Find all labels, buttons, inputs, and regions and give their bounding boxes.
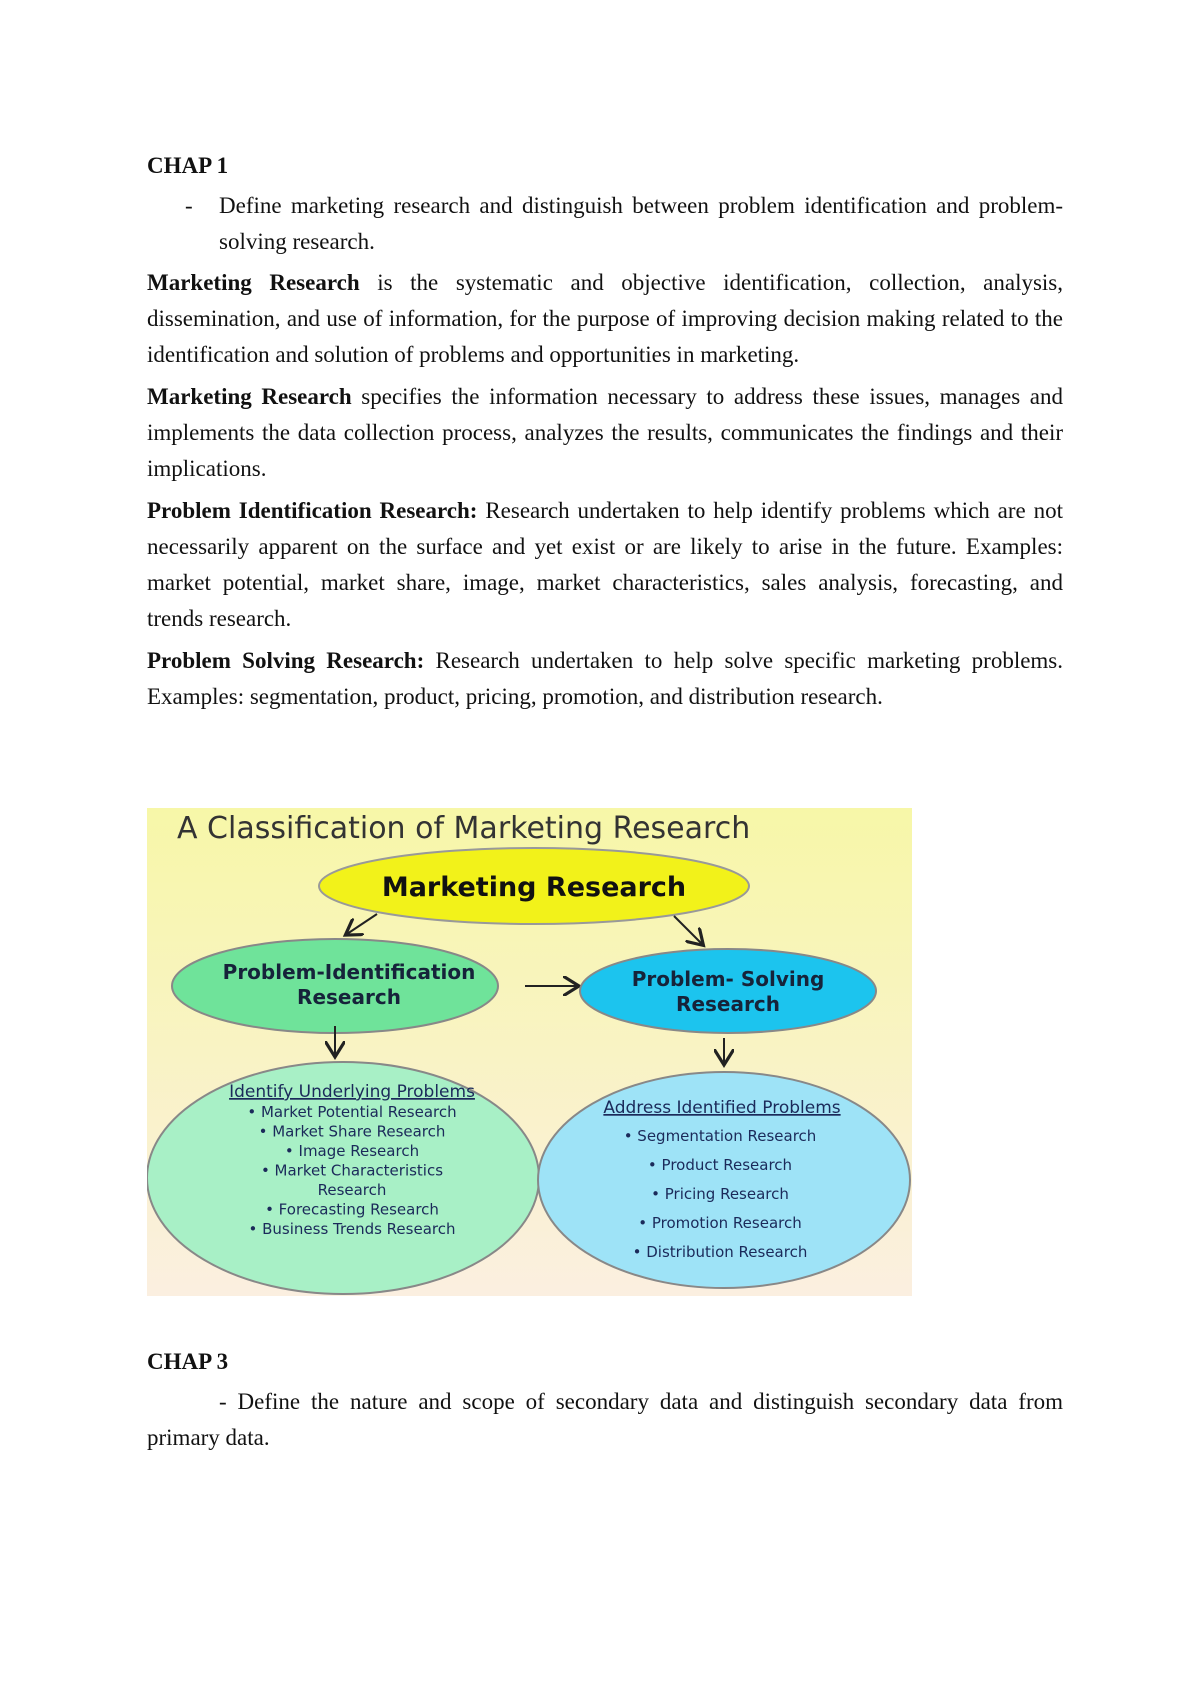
- left_box-item: • Market Share Research: [258, 1122, 446, 1141]
- term: Problem Solving Research:: [147, 648, 425, 673]
- left-node-label-1: Problem-Identification: [222, 960, 476, 984]
- definition-text: Research undertaken to help identify problems which are not necessarily apparent on the surface and yet exist or are likely to arise in the future. Examples: market potential, market share, image, market characteristics, sales analysis, forecasting, and trends research.: [147, 498, 1063, 631]
- chap1-heading: CHAP 1: [147, 153, 229, 178]
- term: Marketing Research: [147, 384, 352, 409]
- root-node-label: Marketing Research: [381, 872, 687, 903]
- paragraph-problem-identification: [147, 493, 1063, 637]
- bullet-dash: -: [185, 193, 193, 218]
- left_box-item: • Market Potential Research: [247, 1103, 457, 1121]
- definition-text: Research undertaken to help solve specific marketing problems. Examples: segmentation, product, pricing, promotion, and distribution research.: [147, 648, 1064, 709]
- right-node: [580, 949, 876, 1033]
- left_box-item: • Business Trends Research: [248, 1220, 456, 1238]
- right_box-item: • Distribution Research: [632, 1243, 808, 1261]
- right_box-item: • Promotion Research: [638, 1214, 802, 1232]
- left-detail-list: [247, 1103, 456, 1238]
- left_box-item: • Market Characteristics: [260, 1161, 444, 1180]
- paragraph-marketing-research-function: [147, 379, 1063, 487]
- paragraph-marketing-research-definition: [147, 265, 1063, 373]
- diagram-title: A Classification of Marketing Research: [177, 811, 751, 846]
- chap1-bullet: [147, 188, 1063, 260]
- definition-text: is the systematic and objective identification, collection, analysis, dissemination, and use of information, for the purpose of improving decision making related to the identification and solution of problems and opportunities in marketing.: [147, 270, 1063, 367]
- right_box-item: • Pricing Research: [651, 1185, 789, 1203]
- chap3-bullet-text: - Define the nature and scope of secondary data and distinguish secondary data from primary data.: [147, 1389, 1063, 1450]
- term: Marketing Research: [147, 270, 360, 295]
- right_box-item: • Product Research: [647, 1156, 793, 1174]
- definition-text: specifies the information necessary to address these issues, manages and implements the data collection process, analyzes the results, communicates the findings and their implications.: [147, 384, 1063, 481]
- right-node-label-1: Problem- Solving: [631, 967, 825, 991]
- chap3-heading: CHAP 3: [147, 1349, 229, 1374]
- left_box-item: • Image Research: [284, 1142, 420, 1160]
- left-node-label-2: Research: [297, 985, 401, 1009]
- diagram-svg: [147, 808, 912, 1296]
- left-detail-title: Identify Underlying Problems: [229, 1082, 475, 1102]
- right-detail-title: Address Identified Problems: [603, 1098, 841, 1118]
- left_box-item: • Forecasting Research: [265, 1200, 439, 1219]
- right_box-item: • Segmentation Research: [623, 1127, 817, 1145]
- chap3-section: [147, 1344, 1063, 1456]
- paragraph-problem-solving: [147, 643, 1063, 715]
- term: Problem Identification Research:: [147, 498, 478, 523]
- right-node-label-2: Research: [676, 992, 780, 1016]
- chap1-section: [147, 148, 1063, 721]
- classification-diagram: [147, 808, 912, 1296]
- bullet-text: Define marketing research and distinguish between problem identification and problem-solving research.: [219, 193, 1063, 254]
- left_box-item: Research: [317, 1181, 387, 1199]
